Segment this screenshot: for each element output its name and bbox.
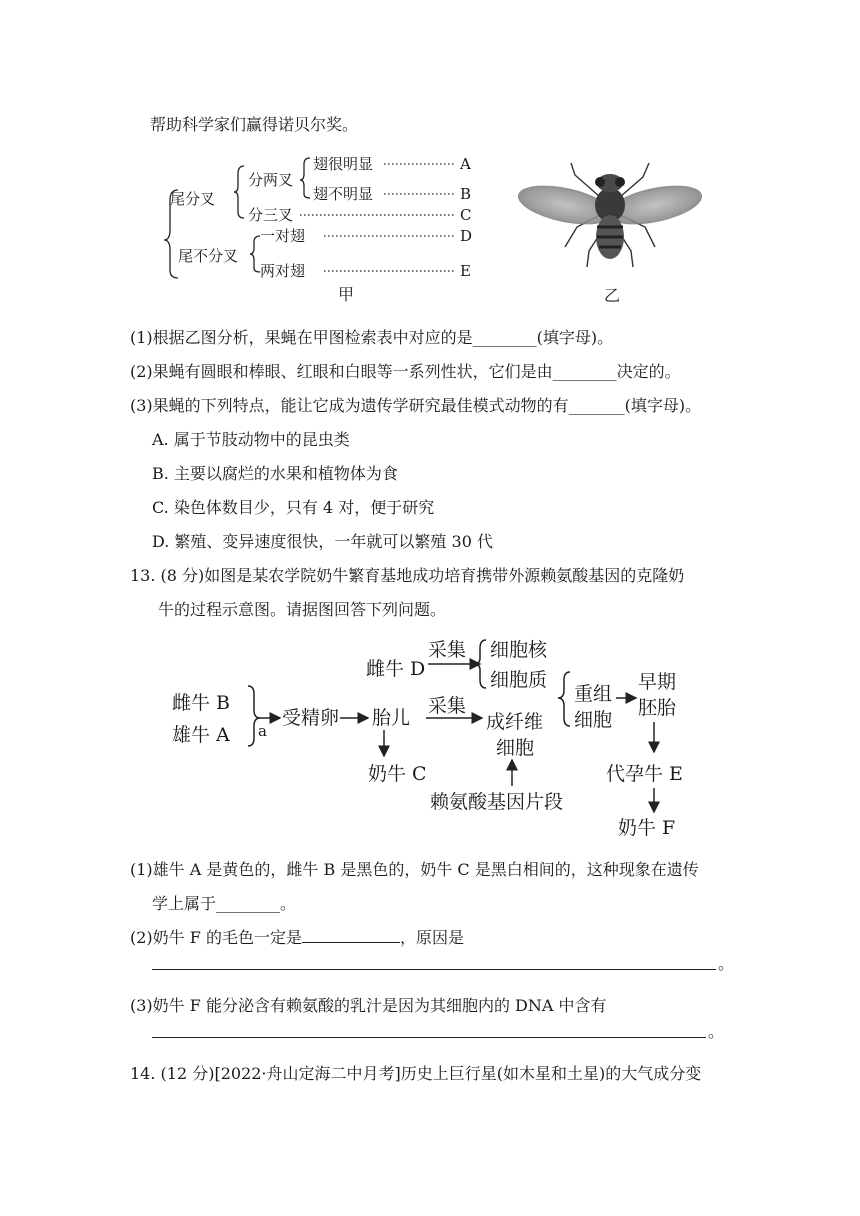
q12-part1: (1)根据乙图分析，果蝇在甲图检索表中对应的是________(填字母)。 [130, 328, 614, 347]
key-a-two: 分两叉 [248, 171, 294, 189]
key-a-two-2: 翅不明显 [313, 185, 374, 203]
key-letter-d: D [460, 227, 473, 245]
dg-cytoplasm: 细胞质 [490, 669, 548, 691]
dg-cow-d: 雌牛 D [366, 658, 426, 680]
dg-fertilized: 受精卵 [282, 707, 340, 729]
key-letter-a: A [460, 155, 471, 173]
fly-caption: 乙 [604, 286, 621, 305]
dg-fetus: 胎儿 [372, 707, 411, 729]
q13-stem-line1: 13. (8 分)如图是某农学院奶牛繁育基地成功培育携带外源赖氨酸基因的克隆奶 [130, 566, 685, 585]
q13-part2 [130, 925, 464, 948]
q13-part3-answer-line: 。 [152, 1023, 706, 1042]
dg-recomb-2: 细胞 [574, 709, 613, 731]
q12-option-d: D. 繁殖、变异速度很快，一年就可以繁殖 30 代 [152, 532, 493, 551]
q13-part2-blank [302, 941, 400, 943]
key-letter-e: E [460, 262, 471, 280]
q13-part1-line2: 学上属于________。 [152, 894, 297, 913]
q13-part2-answer-line: 。 [152, 955, 716, 974]
key-a-two-1: 翅很明显 [313, 155, 374, 173]
key-letter-b: B [460, 185, 472, 203]
dg-cow-a: 雄牛 A [172, 724, 230, 746]
q14-stem: 14. (12 分)[2022·舟山定海二中月考]历史上巨行星(如木星和土星)的大气成分变 [130, 1064, 702, 1083]
q13-part2-text-b: ，原因是 [399, 928, 464, 947]
intro-tail: 帮助科学家们赢得诺贝尔奖。 [150, 115, 359, 134]
key-root-b: 尾不分叉 [178, 247, 239, 265]
q13-part2-text-a: (2)奶牛 F 的毛色一定是 [130, 928, 302, 947]
dg-cow-b: 雌牛 B [172, 692, 231, 714]
q12-option-b: B. 主要以腐烂的水果和植物体为食 [152, 464, 398, 483]
dg-early-1: 早期 [638, 671, 677, 693]
key-root-a: 尾分叉 [170, 190, 216, 208]
q13-part1-line1: (1)雄牛 A 是黄色的，雌牛 B 是黑色的，奶牛 C 是黑白相间的，这种现象在遗传 [130, 860, 699, 879]
brace-a-two [300, 158, 310, 198]
brace-a [234, 166, 244, 218]
dg-gene: 赖氨酸基因片段 [430, 791, 564, 813]
dichotomous-key-diagram [160, 148, 490, 308]
brace-b [250, 236, 260, 272]
q12-option-c: C. 染色体数目少，只有 4 对，便于研究 [152, 498, 435, 517]
q12-part3: (3)果蝇的下列特点，能让它成为遗传学研究最佳模式动物的有_______(填字母)。 [130, 396, 702, 415]
key-caption: 甲 [338, 285, 355, 304]
dg-early-2: 胚胎 [638, 697, 677, 719]
key-b-two: 两对翅 [260, 262, 306, 280]
key-a-three: 分三叉 [248, 206, 294, 224]
dg-nucleus: 细胞核 [490, 639, 548, 661]
dg-collect-2: 采集 [428, 695, 467, 717]
dg-cow-c: 奶牛 C [368, 763, 427, 785]
q13-stem-line2: 牛的过程示意图。请据图回答下列问题。 [158, 600, 447, 619]
dg-cow-f: 奶牛 F [618, 817, 676, 839]
dg-collect-1: 采集 [428, 639, 467, 661]
key-letter-c: C [460, 206, 472, 224]
dg-a-label: a [258, 722, 267, 740]
q12-part2: (2)果蝇有圆眼和棒眼、红眼和白眼等一系列性状，它们是由________决定的。 [130, 362, 681, 381]
key-b-one: 一对翅 [260, 227, 306, 245]
dg-fibro-1: 成纤维 [486, 711, 544, 733]
dg-recomb-1: 重组 [574, 683, 613, 705]
dg-fibro-2: 细胞 [496, 737, 535, 759]
dg-surrogate: 代孕牛 E [606, 763, 683, 785]
cloning-process-diagram [160, 628, 720, 843]
q13-part3: (3)奶牛 F 能分泌含有赖氨酸的乳汁是因为其细胞内的 DNA 中含有 [130, 996, 607, 1015]
q12-option-a: A. 属于节肢动物中的昆虫类 [152, 430, 350, 449]
